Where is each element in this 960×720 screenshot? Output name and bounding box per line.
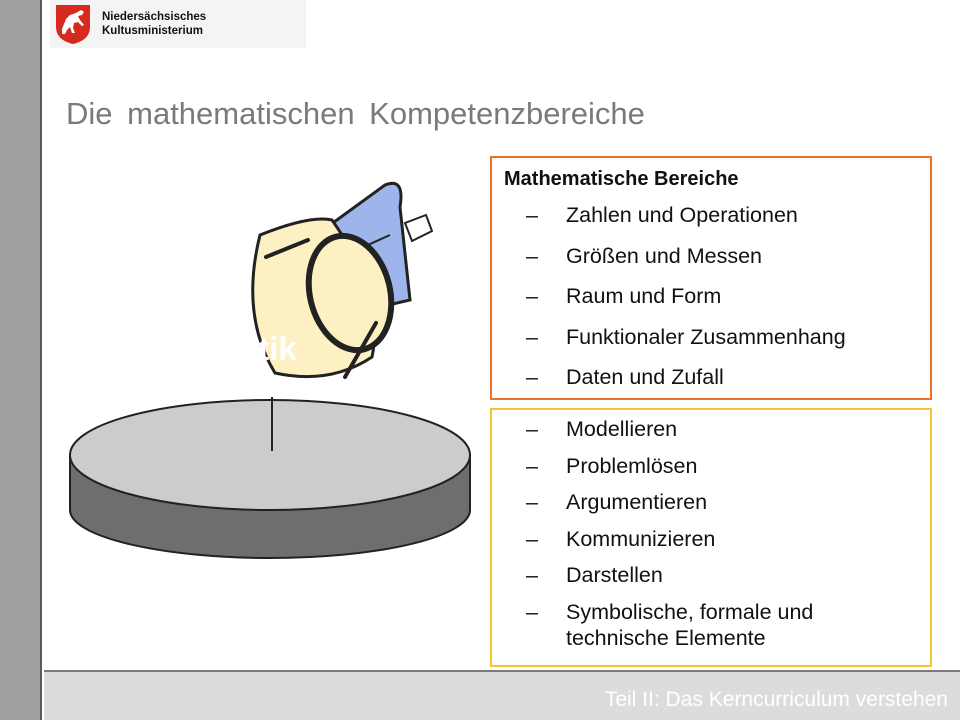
list-item-text: Darstellen [566, 563, 663, 588]
logo-line-2: Kultusministerium [102, 25, 203, 37]
list-item-text: Argumentieren [566, 490, 708, 515]
list-item [504, 416, 918, 453]
list-item-text: Problemlösen [566, 453, 698, 478]
logo-line-1: Niedersächsisches [102, 11, 207, 23]
list-item-text: Kommunizieren [566, 526, 716, 551]
list-item [504, 203, 918, 244]
process-competences-list [504, 416, 918, 651]
dash-bullet: – [526, 490, 538, 515]
flashlight-disk-illustration [60, 175, 490, 565]
list-item-text: Funktionaler Zusammenhang [566, 324, 846, 349]
list-item [504, 489, 918, 526]
footer-title: Teil II: Das Kerncurriculum verstehen [604, 688, 948, 711]
list-item [504, 244, 918, 285]
list-item [504, 365, 918, 406]
mathematical-areas-box [490, 156, 932, 400]
disk-label: Mathematik [115, 330, 297, 367]
page-title: Die mathematischen Kompetenzbereiche [66, 96, 645, 131]
list-item-text: Zahlen und Operationen [566, 203, 798, 227]
list-item-text: Daten und Zufall [566, 365, 724, 389]
mathematical-areas-list [504, 203, 918, 406]
dash-bullet: – [526, 453, 538, 478]
dash-bullet: – [526, 324, 538, 349]
lower-saxony-crest-icon [54, 3, 92, 45]
list-item-text: Größen und Messen [566, 243, 762, 268]
dash-bullet: – [526, 563, 538, 588]
list-item [504, 325, 918, 366]
ministry-logo [50, 0, 306, 48]
list-item [504, 562, 918, 599]
list-item [504, 453, 918, 490]
mathematical-areas-heading: Mathematische Bereiche [504, 168, 739, 190]
list-item [504, 599, 918, 651]
list-item [504, 284, 918, 325]
dash-bullet: – [526, 599, 538, 624]
dash-bullet: – [526, 417, 538, 441]
process-competences-box [490, 408, 932, 667]
dash-bullet: – [526, 243, 538, 268]
list-item-text: Raum und Form [566, 284, 722, 308]
dash-bullet: – [526, 365, 538, 389]
list-item-text: Symbolische, formale und technische Elemente [566, 599, 814, 650]
dash-bullet: – [526, 284, 538, 308]
list-item [504, 526, 918, 563]
left-sidebar-bar [0, 0, 42, 720]
list-item-text: Modellieren [566, 417, 678, 441]
disk-icon [70, 397, 470, 558]
dash-bullet: – [526, 203, 538, 227]
dash-bullet: – [526, 526, 538, 551]
